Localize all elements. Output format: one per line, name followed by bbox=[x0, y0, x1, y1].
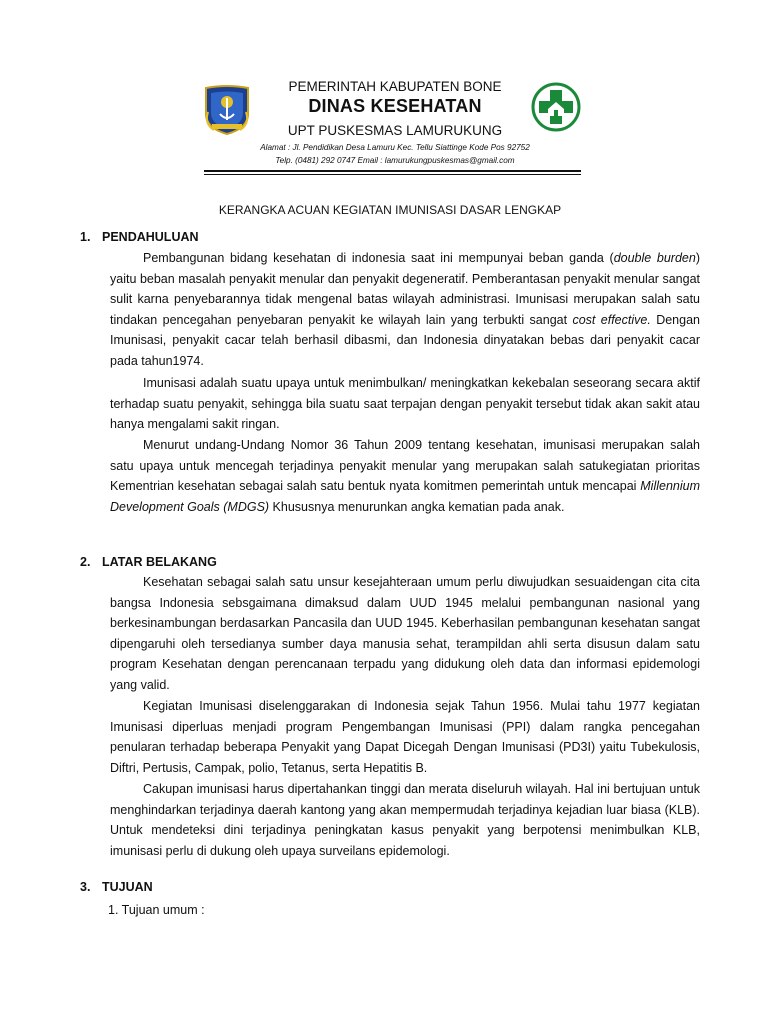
text-run-italic: cost effective. bbox=[572, 312, 651, 327]
text-run: Khususnya menurunkan angka kematian pada anak. bbox=[269, 499, 565, 514]
text-run: Dengan Imunisasi, penyakit cacar telah berhasil dibasmi, dan Indonesia dinyatakan bebas dari penyakit cacar pada tahun1974. bbox=[110, 312, 700, 368]
letterhead-divider-thin bbox=[204, 174, 581, 175]
paragraph: Kesehatan sebagai salah satu unsur kesejahteraan umum perlu diwujudkan sesuaidengan cita cita bangsa Indonesia sebsgaimana dimaksud dalam UUD 1945 melalui pembangunan nasional yang berkesinambungan berdasarkan Pancasila dan UUD 1945. Keberhasilan pembangunan kesehatan sangat dipengaruhi oleh tersedianya sumber daya manusia sehat, terampildan ahli serta disusun dalam satu program Kesehatan dengan perencanaan terpadu yang didukung oleh data dan informasi epidemologi yang valid. bbox=[110, 575, 700, 692]
letterhead-address: Alamat : Jl. Pendidikan Desa Lamuru Kec. Tellu Siattinge Kode Pos 92752 bbox=[260, 143, 530, 152]
paragraph bbox=[110, 435, 700, 517]
document-title: KERANGKA ACUAN KEGIATAN IMUNISASI DASAR LENGKAP bbox=[218, 203, 562, 217]
letterhead-unit: UPT PUSKESMAS LAMURUKUNG bbox=[287, 123, 503, 138]
paragraph: Kegiatan Imunisasi diselenggarakan di Indonesia sejak Tahun 1956. Mulai tahu 1977 kegiatan Imunisasi diperluas menjadi program Pengembangan Imunisasi (PPI) dalam rangka pencegahan penularan terhadap beberapa Penyakit yang Dapat Dicegah Dengan Imunisasi (PD3I) yaitu Tubekulosis, Diftri, Pertusis, Campak, polio, Tetanus, serta Hepatitis B. bbox=[110, 699, 700, 775]
letterhead-agency: DINAS KESEHATAN bbox=[308, 96, 482, 116]
section-number: 1. bbox=[80, 230, 91, 244]
list-item: 1. Tujuan umum : bbox=[108, 903, 205, 917]
letterhead-government: PEMERINTAH KABUPATEN BONE bbox=[288, 79, 502, 94]
paragraph bbox=[110, 248, 700, 371]
letterhead-divider bbox=[204, 170, 581, 172]
text-run-italic: double burden bbox=[613, 251, 696, 265]
letterhead-contact: Telp. (0481) 292 0747 Email : lamurukungpuskesmas@gmail.com bbox=[275, 156, 515, 165]
section-title: PENDAHULUAN bbox=[102, 230, 199, 244]
section-title: TUJUAN bbox=[102, 880, 153, 894]
section-title: LATAR BELAKANG bbox=[102, 555, 217, 569]
section-number: 2. bbox=[80, 555, 91, 569]
paragraph: Imunisasi adalah suatu upaya untuk menimbulkan/ meningkatkan kekebalan seseorang secara aktif terhadap suatu penyakit, sehingga bila suatu saat terpajan dengan penyakit tersebut tidak akan sakit atau hanya mengalami sakit ringan. bbox=[110, 376, 700, 431]
text-run-italic: Millennium Development Goals (MDGS) bbox=[110, 479, 700, 514]
text-run: Menurut undang-Undang Nomor 36 Tahun 2009 tentang kesehatan, imunisasi merupakan salah satu upaya untuk mencegah terjadinya penyakit menular yang merupakan salah satukegiatan prioritas Kementrian kesehatan sebagai salah satu bentuk nyata komitmen pemerintah untuk mencapai bbox=[110, 438, 700, 493]
paragraph: Cakupan imunisasi harus dipertahankan tinggi dan merata diseluruh wilayah. Hal ini bertujuan untuk menghindarkan terjadinya daerah kantong yang akan mempermudah terjadinya kejadian luar biasa (KLB). Untuk mendeteksi dini terjadinya peningkatan kasus penyakit yang berpotensi menimbulkan KLB, imunisasi perlu di dukung oleh upaya surveilans epidemologi. bbox=[110, 782, 700, 858]
section-heading-latar-belakang bbox=[80, 555, 217, 569]
text-run: ) yaitu beban masalah penyakit menular dan penyakit degeneratif. Pemberantasan penyakit menular sangat sulit karna penyebarannya tidak mengenal batas wilayah administrasi. Imunisasi merupakan salah satu tindakan pencegahan penyebaran penyakit ke wilayah lain yang terbukti sangat bbox=[110, 251, 700, 327]
section-heading-tujuan bbox=[80, 880, 153, 894]
section-number: 3. bbox=[80, 880, 91, 894]
text-run: Pembangunan bidang kesehatan di indonesia saat ini mempunyai beban ganda ( bbox=[143, 251, 614, 265]
section-heading-pendahuluan bbox=[80, 230, 199, 244]
